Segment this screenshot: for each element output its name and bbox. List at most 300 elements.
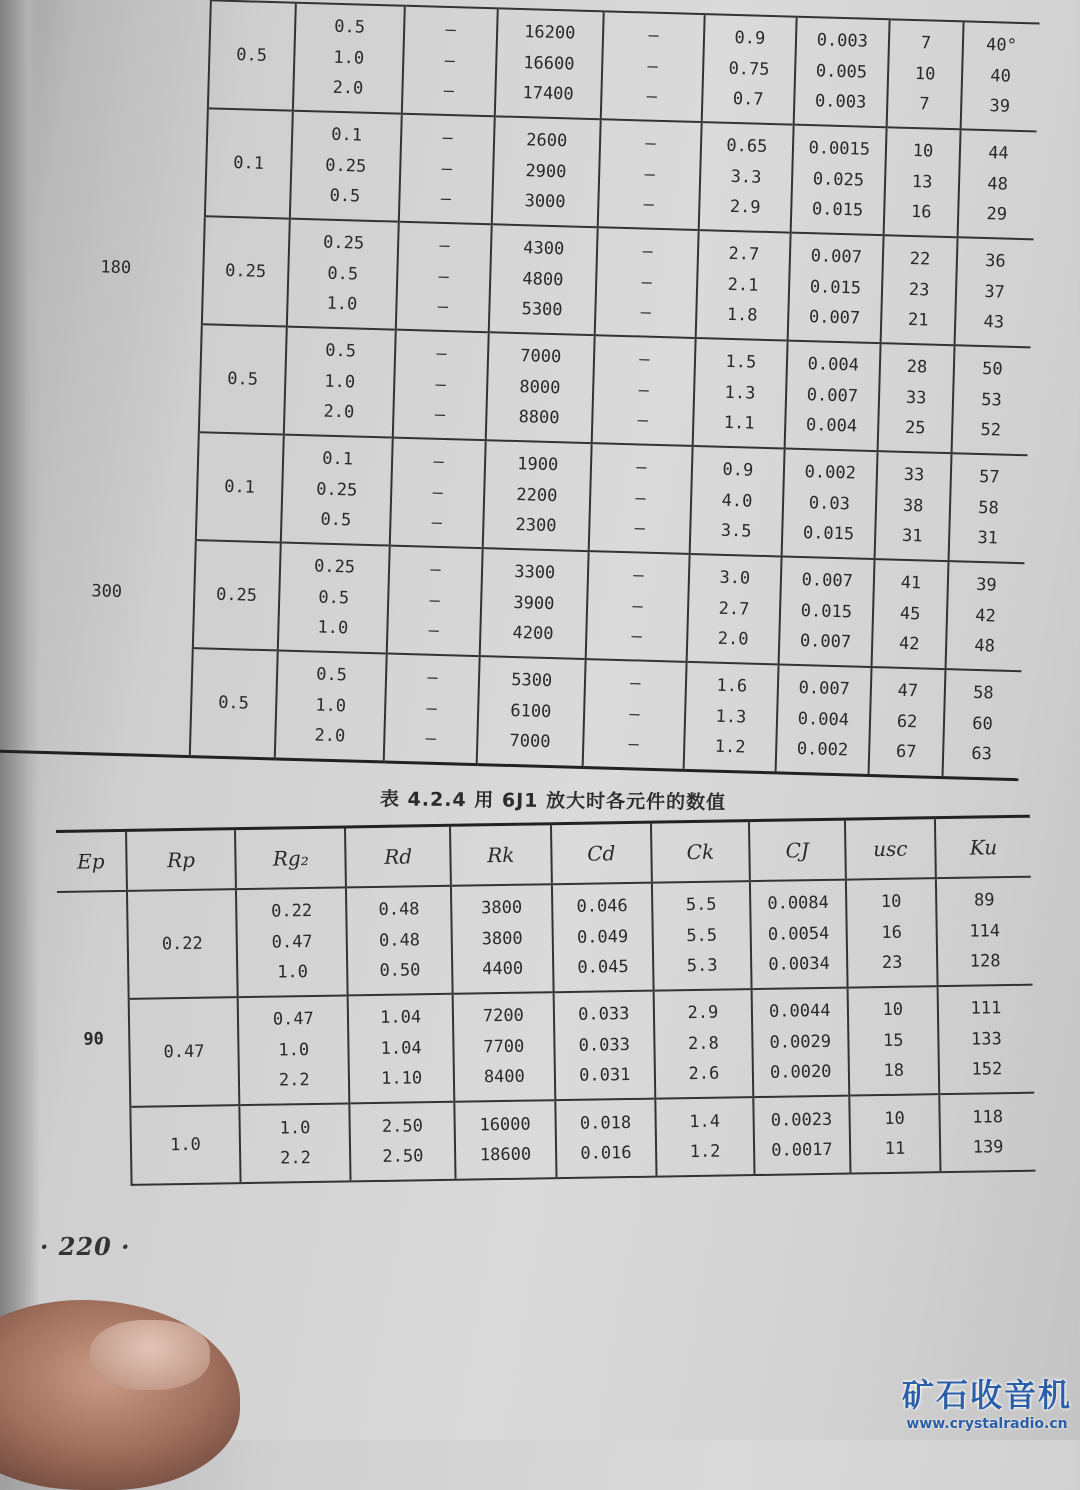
cell-value: 0.002 <box>796 738 849 761</box>
us-values <box>887 19 964 129</box>
cell-value: 3.0 <box>719 568 751 589</box>
cell-value: 0.004 <box>807 354 860 376</box>
ck-values <box>693 338 787 449</box>
header-usc: usc <box>845 818 936 880</box>
cell-value: 36 <box>984 251 1006 272</box>
cell-value: 0.007 <box>799 631 852 653</box>
cell-value: — <box>639 349 650 370</box>
header-ep: Ep <box>56 830 127 892</box>
cell-value: 0.5 <box>324 340 357 362</box>
cell-value: 40° <box>985 35 1018 57</box>
rp-value: 0.5 <box>208 0 296 110</box>
cell-value: 0.004 <box>805 415 858 437</box>
cell-value: 45 <box>899 603 921 625</box>
rg-values <box>275 650 387 761</box>
cell-value: — <box>640 302 652 323</box>
cell-value: 52 <box>980 420 1002 441</box>
us-values <box>878 343 955 453</box>
cell-value: 7700 <box>483 1036 525 1058</box>
cell-value: — <box>445 20 456 41</box>
cell-value: 1.0 <box>315 695 347 716</box>
cell-value: 2.6 <box>688 1063 720 1085</box>
cell-value: 2.2 <box>279 1148 312 1169</box>
fingernail-photo-artifact <box>90 1320 210 1390</box>
cell-value: — <box>430 559 441 581</box>
cell-value: 3300 <box>513 562 556 584</box>
ku-values <box>961 21 1040 131</box>
cell-value: 2.8 <box>687 1033 719 1054</box>
cell-value: 10 <box>884 1108 905 1129</box>
cell-value: 10 <box>912 141 934 162</box>
cell-value: — <box>427 667 438 688</box>
rk-values <box>476 656 585 767</box>
cell-value: 44 <box>987 143 1009 164</box>
rp-value: 0.25 <box>202 216 290 326</box>
cell-value: 7000 <box>520 346 562 368</box>
cell-value: 8800 <box>518 407 560 429</box>
header-rg2: Rg₂ <box>235 827 346 889</box>
cell-value: 0.25 <box>325 155 367 177</box>
cell-value: — <box>425 728 437 749</box>
cell-value: 18600 <box>479 1144 532 1166</box>
ck-values <box>690 446 784 557</box>
cell-value: 0.033 <box>578 1034 631 1056</box>
cell-value: 0.033 <box>578 1004 630 1026</box>
site-watermark <box>902 1370 1072 1432</box>
cell-value: 0.5 <box>315 664 348 686</box>
cell-value: 0.5 <box>327 263 359 285</box>
cell-value: 2.0 <box>314 725 346 747</box>
cd-values <box>597 119 702 230</box>
cell-value: 2.9 <box>687 1002 719 1024</box>
cj-values <box>784 341 880 452</box>
cd-values <box>600 11 705 122</box>
cell-value: 18 <box>883 1060 905 1082</box>
cell-value: — <box>642 241 653 263</box>
cell-value: 2.1 <box>727 274 759 296</box>
cell-value: — <box>645 133 656 155</box>
cj-values <box>778 556 874 667</box>
cell-value: 133 <box>970 1028 1002 1050</box>
cell-value: — <box>637 410 649 431</box>
rp-value: 0.25 <box>193 540 281 650</box>
cell-value: 6100 <box>510 700 552 722</box>
ku-values <box>938 985 1035 1094</box>
cell-value: 41 <box>900 573 922 594</box>
rd-values <box>384 653 480 764</box>
cell-value: 0.5 <box>318 587 350 609</box>
header-rk: Rk <box>450 824 551 886</box>
cell-value: 0.47 <box>271 931 313 953</box>
rd-values <box>390 438 486 549</box>
cell-value: 0.002 <box>804 462 857 484</box>
cell-value: 0.015 <box>800 600 853 623</box>
cell-value: 48 <box>987 173 1009 195</box>
cell-value: 5300 <box>510 669 553 692</box>
cd-values <box>582 659 687 770</box>
cd-values <box>553 991 655 1101</box>
cell-value: 23 <box>908 279 930 301</box>
cell-value: 3900 <box>513 592 555 614</box>
cell-value: 0.48 <box>378 930 421 951</box>
cell-value: 0.9 <box>722 460 754 481</box>
cell-value: 16600 <box>523 52 575 75</box>
cell-value: 0.005 <box>815 61 868 83</box>
cell-value: 0.031 <box>579 1065 631 1087</box>
rp-value: 1.0 <box>130 1105 241 1185</box>
cell-value: 42 <box>898 634 920 655</box>
cell-value: 2.7 <box>728 244 760 265</box>
cell-value: 48 <box>974 636 996 657</box>
cell-value: 0.015 <box>809 276 862 299</box>
cell-value: 13 <box>911 171 933 193</box>
cell-value: 4800 <box>522 268 564 291</box>
cell-value: 0.25 <box>315 479 358 501</box>
cell-value: 0.0084 <box>767 893 829 915</box>
rg-values <box>287 219 399 330</box>
group-row <box>60 1093 1035 1186</box>
ku-values <box>952 345 1031 455</box>
ku-values <box>946 561 1025 671</box>
cj-values <box>775 664 871 775</box>
cell-value: 7 <box>918 94 930 115</box>
cell-value: 31 <box>901 526 923 547</box>
cell-value: 0.016 <box>580 1143 632 1164</box>
ck-values <box>702 14 796 125</box>
cj-values <box>750 880 848 989</box>
header-cj: CJ <box>749 819 846 881</box>
rg-values <box>284 327 396 438</box>
table-caption: 表 4.2.4 用 6J1 放大时各元件的数值 <box>379 788 727 814</box>
cell-value: — <box>641 272 653 293</box>
cd-values <box>585 551 690 662</box>
cell-value: 17400 <box>522 83 574 105</box>
cell-value: 0.007 <box>801 570 854 592</box>
cell-value: — <box>646 86 658 108</box>
cell-value: 0.0044 <box>768 1001 831 1023</box>
ep-value <box>14 103 208 216</box>
cell-value: 58 <box>978 497 1000 519</box>
ck-values <box>654 989 754 1099</box>
cell-value: 50 <box>981 359 1003 380</box>
cj-values <box>751 988 849 1097</box>
cell-value: 0.22 <box>271 901 313 922</box>
cell-value: 21 <box>907 310 929 331</box>
cell-value: — <box>432 482 444 503</box>
cell-value: 1.2 <box>714 736 746 758</box>
cell-value: 10 <box>880 891 902 913</box>
cell-value: 1.6 <box>716 675 748 697</box>
rg-values <box>240 1103 351 1183</box>
cj-values <box>781 449 877 560</box>
cell-value: 8000 <box>519 376 561 398</box>
cell-value: 0.5 <box>320 509 352 531</box>
cell-value: 2300 <box>515 515 557 537</box>
rp-value: 0.1 <box>196 432 284 542</box>
us-values <box>847 986 939 1095</box>
cell-value: 16200 <box>523 22 576 44</box>
cell-value: 0.50 <box>379 960 421 982</box>
cell-value: — <box>635 488 646 509</box>
cell-value: — <box>633 565 644 586</box>
cell-value: 39 <box>975 575 997 596</box>
cell-value: 0.0023 <box>770 1109 833 1131</box>
rp-value: 0.1 <box>205 108 293 218</box>
cell-value: — <box>443 81 455 102</box>
cell-value: 4.0 <box>721 490 753 512</box>
cell-value: 8400 <box>483 1066 525 1088</box>
cell-value: 10 <box>882 999 904 1021</box>
rg-values <box>281 435 393 546</box>
cell-value: 0.007 <box>808 307 861 329</box>
cell-value: — <box>439 236 450 257</box>
ck-values <box>655 1097 754 1177</box>
cell-value: 2.9 <box>729 197 761 219</box>
header-ku: Ku <box>935 816 1031 878</box>
cell-value: 0.015 <box>802 523 855 545</box>
rg-values <box>290 111 402 222</box>
cell-value: 1.10 <box>381 1068 423 1090</box>
cell-value: 0.1 <box>321 448 354 470</box>
cell-value: 1900 <box>516 454 559 476</box>
cell-value: 5300 <box>521 299 563 321</box>
cd-values <box>594 227 699 338</box>
header-rd: Rd <box>345 825 451 887</box>
cell-value: — <box>437 297 449 318</box>
header-rp: Rp <box>126 829 237 891</box>
ep-value: 180 <box>100 257 132 279</box>
cell-value: 0.48 <box>378 899 420 921</box>
cell-value: 5.5 <box>685 894 717 916</box>
cell-value: 43 <box>983 312 1005 333</box>
cell-value: — <box>441 158 453 179</box>
cj-values <box>790 125 886 236</box>
cell-value: 89 <box>973 890 995 911</box>
us-values <box>875 451 952 561</box>
cell-value: 1.3 <box>724 382 756 404</box>
table-4-2-4 <box>56 815 1035 1187</box>
cell-value: 0.0034 <box>768 954 830 976</box>
cell-value: 2.2 <box>278 1070 310 1091</box>
cd-values <box>555 1099 657 1179</box>
ku-values <box>949 453 1028 563</box>
cell-value: 0.0020 <box>769 1062 832 1084</box>
cell-value: 0.003 <box>814 91 867 113</box>
ck-values <box>699 122 793 233</box>
header-ck: Ck <box>651 821 750 883</box>
cd-values <box>552 883 654 993</box>
cell-value: 11 <box>884 1138 906 1160</box>
cell-value: 2.7 <box>718 598 750 620</box>
cell-value: — <box>428 620 440 642</box>
cell-value: 16 <box>910 202 932 223</box>
cell-value: 2900 <box>525 160 567 183</box>
cell-value: 7200 <box>482 1005 525 1027</box>
cell-value: 0.03 <box>808 492 851 515</box>
cj-values <box>753 1096 850 1175</box>
rd-values <box>387 546 483 657</box>
watermark-url: www.crystalradio.cn <box>906 1416 1068 1432</box>
cell-value: — <box>433 451 444 473</box>
cell-value: 22 <box>909 249 931 270</box>
rd-values <box>348 994 455 1104</box>
us-values <box>846 878 938 987</box>
cj-values <box>793 17 889 128</box>
cell-value: 111 <box>970 998 1002 1019</box>
cell-value: 1.0 <box>333 47 365 69</box>
cell-value: 1.0 <box>277 962 309 983</box>
cell-value: 3.5 <box>720 521 752 542</box>
cell-value: 0.046 <box>576 896 628 918</box>
group-row <box>59 985 1035 1108</box>
cell-value: — <box>440 189 452 210</box>
cell-value: 1.0 <box>278 1039 310 1061</box>
cell-value: 4200 <box>512 623 554 645</box>
cell-value: 0.0054 <box>767 923 830 945</box>
cell-value: 2.0 <box>332 78 364 99</box>
cell-value: — <box>431 512 443 534</box>
cell-value: — <box>644 164 656 185</box>
rd-values <box>350 1102 456 1182</box>
cell-value: 63 <box>971 743 993 765</box>
cell-value: 0.9 <box>734 28 766 50</box>
cell-value: 3000 <box>524 191 566 213</box>
cell-value: 25 <box>904 418 926 439</box>
rg-values <box>238 995 349 1105</box>
cell-value: 67 <box>895 741 917 763</box>
cell-value: 118 <box>972 1106 1004 1128</box>
ep-value: 90 <box>83 1028 105 1050</box>
ck-values <box>696 230 790 341</box>
cell-value: 0.045 <box>577 957 629 979</box>
cell-value: 0.25 <box>313 556 356 578</box>
rk-values <box>485 332 594 443</box>
cell-value: — <box>435 374 447 395</box>
cd-values <box>591 335 696 446</box>
cell-value: 1.0 <box>326 293 358 315</box>
cell-value: — <box>647 56 659 77</box>
cell-value: 1.2 <box>689 1141 721 1163</box>
cell-value: — <box>631 626 643 647</box>
cell-value: — <box>434 404 446 426</box>
cell-value: 2600 <box>526 130 568 152</box>
cell-value: 2.0 <box>717 628 749 650</box>
rk-values <box>451 884 553 994</box>
rd-values <box>396 222 492 333</box>
rp-value: 0.47 <box>128 997 239 1107</box>
cell-value: — <box>438 266 450 287</box>
cell-value: 29 <box>986 204 1008 225</box>
cell-value: 37 <box>984 281 1006 303</box>
rg-values <box>293 3 405 114</box>
cell-value: 60 <box>972 713 994 734</box>
cell-value: — <box>629 673 641 694</box>
cell-value: 0.015 <box>811 199 864 221</box>
cell-value: 1.04 <box>380 1038 422 1059</box>
cell-value: — <box>636 457 647 478</box>
us-values <box>884 127 961 237</box>
cell-value: 1.4 <box>689 1111 721 1132</box>
rd-values <box>402 6 498 117</box>
cell-value: 0.007 <box>806 384 859 407</box>
cell-value: 1.3 <box>715 706 747 728</box>
cell-value: 2.0 <box>323 401 355 423</box>
ku-values <box>958 129 1037 239</box>
cell-value: 58 <box>972 682 994 704</box>
cell-value: — <box>632 596 643 617</box>
rk-values <box>453 992 555 1102</box>
cell-value: 1.1 <box>723 413 755 434</box>
rk-values <box>495 8 604 119</box>
rd-values <box>393 330 489 441</box>
cell-value: 0.003 <box>816 30 869 52</box>
cell-value: 62 <box>896 711 918 732</box>
cell-value: 3800 <box>481 928 523 950</box>
cell-value: 28 <box>906 357 928 378</box>
cell-value: 0.025 <box>812 168 865 191</box>
cell-value: 0.004 <box>797 708 850 730</box>
rd-values <box>399 114 495 225</box>
cell-value: 31 <box>977 528 999 549</box>
cell-value: 114 <box>969 920 1001 942</box>
cell-value: — <box>643 194 655 216</box>
ku-values <box>955 237 1034 347</box>
cell-value: 0.007 <box>798 678 851 700</box>
cell-value: 0.75 <box>728 58 770 80</box>
rk-values <box>455 1100 557 1180</box>
rp-value: 0.5 <box>199 324 287 434</box>
cell-value: 152 <box>971 1059 1003 1080</box>
us-values <box>869 667 946 777</box>
cell-value: 47 <box>897 680 919 702</box>
cell-value: 0.0015 <box>808 138 871 161</box>
rg-values <box>236 887 347 997</box>
ep-value: 300 <box>91 581 123 603</box>
cell-value: 39 <box>989 96 1011 117</box>
cell-value: 0.7 <box>732 89 764 111</box>
cell-value: 16000 <box>479 1114 531 1135</box>
cell-value: 57 <box>978 467 1000 488</box>
cell-value: 38 <box>902 495 924 517</box>
cell-value: — <box>629 703 640 725</box>
rd-values <box>346 886 453 996</box>
cell-value: 4300 <box>523 238 565 260</box>
cell-value: 1.04 <box>380 1007 422 1029</box>
cell-value: — <box>648 25 659 47</box>
ck-values <box>684 662 778 773</box>
cell-value: 0.0017 <box>771 1139 833 1161</box>
cell-value: 0.007 <box>810 246 863 268</box>
rp-value: 0.5 <box>190 648 278 758</box>
cell-value: 7000 <box>509 730 551 753</box>
cell-value: 0.25 <box>322 232 365 254</box>
cell-value: 1.8 <box>726 305 758 326</box>
group-row <box>57 877 1033 1000</box>
cell-value: — <box>634 518 646 539</box>
cell-value: 33 <box>903 465 925 486</box>
cell-value: 0.65 <box>726 136 768 158</box>
cell-value: 1.0 <box>317 617 349 639</box>
cell-value: 5.3 <box>686 955 718 977</box>
page-number: · 220 · <box>40 1232 131 1261</box>
cell-value: 1.5 <box>725 352 757 373</box>
header-cd: Cd <box>551 822 652 884</box>
cell-value: — <box>638 380 649 401</box>
watermark-title: 矿石收音机 <box>901 1376 1072 1414</box>
cell-value: 3800 <box>481 897 523 919</box>
cell-value: — <box>436 344 447 365</box>
rk-values <box>488 224 597 335</box>
